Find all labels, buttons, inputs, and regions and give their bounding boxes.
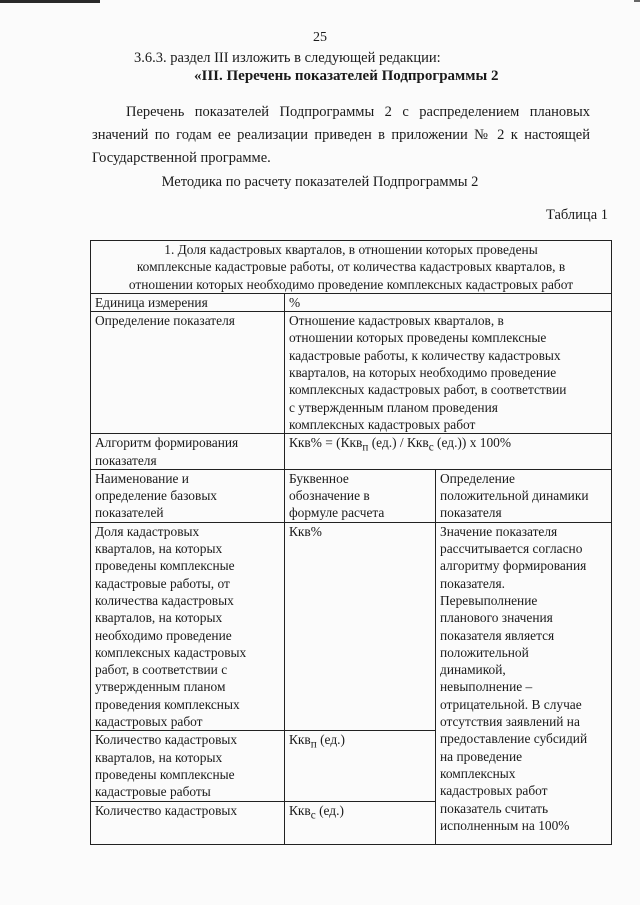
name-line: утвержденным планом: [95, 679, 226, 695]
scan-artifact: [634, 0, 640, 2]
name-line: необходимо проведение: [95, 627, 232, 643]
dynamics-line: показатель считать: [440, 800, 549, 816]
header-line: Определение: [440, 470, 515, 486]
header-line: показателя: [440, 505, 502, 521]
dynamics-cell: [436, 522, 612, 844]
dynamics-line: положительной: [440, 644, 529, 660]
name-line: работ, в соответствии с: [95, 662, 228, 678]
name-line: количества кадастровых: [95, 592, 234, 608]
dynamics-line: алгоритму формирования: [440, 558, 587, 574]
definition-line: комплексных кадастровых работ, в соответствии: [289, 382, 567, 398]
name-line: кварталов, на которых: [95, 610, 223, 626]
definition-text: [285, 312, 612, 434]
name-line: кадастровые работы: [95, 784, 211, 800]
symbol-cell: [285, 731, 436, 801]
dynamics-line: Значение показателя: [440, 523, 558, 539]
unit-value: %: [285, 293, 612, 311]
unit-row: [91, 293, 612, 311]
dynamics-line: показателя является: [440, 627, 555, 643]
definition-line: кварталов, на которых необходимо проведение: [289, 365, 557, 381]
dynamics-line: динамикой,: [440, 662, 506, 678]
dynamics-line: исполненным на 100%: [440, 817, 570, 833]
definition-line: Отношение кадастровых кварталов, в: [289, 313, 504, 329]
scan-artifact: [0, 0, 100, 3]
table-label: Таблица 1: [545, 207, 608, 223]
name-line: Доля кадастровых: [95, 523, 200, 539]
table-title-line: отношении которых необходимо проведение комплексных кадастровых работ: [128, 276, 574, 292]
dynamics-line: планового значения: [440, 610, 553, 626]
section-heading: «III. Перечень показателей Подпрограммы 2: [194, 68, 499, 84]
header-line: обозначение в: [289, 488, 370, 504]
header-name: [91, 469, 285, 522]
table-row: [91, 522, 612, 731]
formula-part: (ед.) / Ккв: [368, 435, 429, 451]
name-line: кварталов, на которых: [95, 749, 223, 765]
name-line: Количество кадастровых: [95, 802, 238, 818]
header-line: положительной динамики: [440, 488, 589, 504]
formula: [285, 434, 612, 470]
page-number: 25: [313, 30, 327, 45]
dynamics-line: отрицательной. В случае: [440, 696, 582, 712]
dynamics-line: предоставление субсидий: [440, 731, 588, 747]
header-line: определение базовых: [95, 488, 218, 504]
symbol-suffix: (ед.): [315, 802, 344, 818]
definition-line: отношении которых проведены комплексные: [289, 330, 547, 346]
algorithm-label-line: Алгоритм формирования: [95, 435, 239, 451]
base-indicator-name: [91, 522, 285, 731]
symbol-suffix: (ед.): [316, 732, 345, 748]
dynamics-line: невыполнение –: [440, 679, 533, 695]
name-line: кадастровые работы, от: [95, 575, 230, 591]
algorithm-row: [91, 434, 612, 470]
table-title-line: 1. Доля кадастровых кварталов, в отношении которых проведены: [164, 242, 538, 257]
definition-line: комплексных кадастровых работ: [289, 416, 476, 432]
dynamics-line: рассчитывается согласно: [440, 541, 583, 557]
paragraph-line: Перечень показателей Подпрограммы 2 с распределением плановых: [126, 104, 590, 120]
header-dynamics: [436, 469, 612, 522]
algorithm-label: [91, 434, 285, 470]
header-line: формуле расчета: [289, 505, 385, 521]
dynamics-line: показателя.: [440, 575, 505, 591]
header-line: Наименование и: [95, 470, 189, 486]
unit-label: Единица измерения: [91, 293, 285, 311]
symbol: Ккв: [289, 732, 311, 748]
symbol: Ккв%: [289, 523, 322, 539]
item-line: 3.6.3. раздел III изложить в следующей редакции:: [134, 50, 441, 66]
formula-subscript: с: [428, 441, 434, 454]
name-line: проведены комплексные: [95, 766, 235, 782]
formula-part: (ед.)) x 100%: [433, 435, 511, 451]
name-line: проведены комплексные: [95, 558, 235, 574]
symbol-cell: [285, 522, 436, 731]
symbol-cell: [285, 801, 436, 844]
algorithm-label-line: показателя: [95, 452, 157, 468]
table-title-cell: [91, 241, 612, 294]
table-title-line: комплексные кадастровые работы, от количества кадастровых кварталов, в: [136, 259, 566, 275]
name-line: комплексных кадастровых: [95, 644, 247, 660]
dynamics-line: комплексных: [440, 765, 516, 781]
header-line: Буквенное: [289, 470, 349, 486]
definition-line: кадастровые работы, к количеству кадастровых: [289, 347, 561, 363]
symbol-subscript: с: [310, 809, 316, 822]
table-title-row: [91, 241, 612, 294]
formula-part: Ккв% = (Ккв: [289, 435, 363, 451]
name-line: проведения комплексных: [95, 696, 240, 712]
header-symbol: [285, 469, 436, 522]
definition-row: [91, 312, 612, 434]
dynamics-line: Перевыполнение: [440, 592, 538, 608]
symbol-subscript: п: [310, 738, 317, 751]
method-title: Методика по расчету показателей Подпрограммы 2: [161, 174, 479, 190]
indicator-table: [90, 240, 612, 845]
header-line: показателей: [95, 505, 164, 521]
definition-line: с утвержденным планом проведения: [289, 399, 498, 415]
name-line: Количество кадастровых: [95, 732, 238, 748]
name-line: кварталов, на которых: [95, 541, 223, 557]
definition-label: Определение показателя: [91, 312, 285, 434]
base-indicator-name: [91, 801, 285, 844]
name-line: кадастровых работ: [95, 714, 203, 730]
dynamics-line: кадастровых работ: [440, 783, 548, 799]
dynamics-line: отсутствия заявлений на: [440, 714, 580, 730]
dynamics-line: на проведение: [440, 748, 523, 764]
base-indicator-name: [91, 731, 285, 801]
paragraph-line: значений по годам ее реализации приведен в приложении № 2 к настоящей: [92, 127, 590, 143]
symbol: Ккв: [289, 802, 311, 818]
intro-paragraph: [92, 101, 590, 170]
formula-subscript: п: [362, 441, 369, 454]
header-row: [91, 469, 612, 522]
paragraph-line: Государственной программе.: [92, 150, 271, 166]
